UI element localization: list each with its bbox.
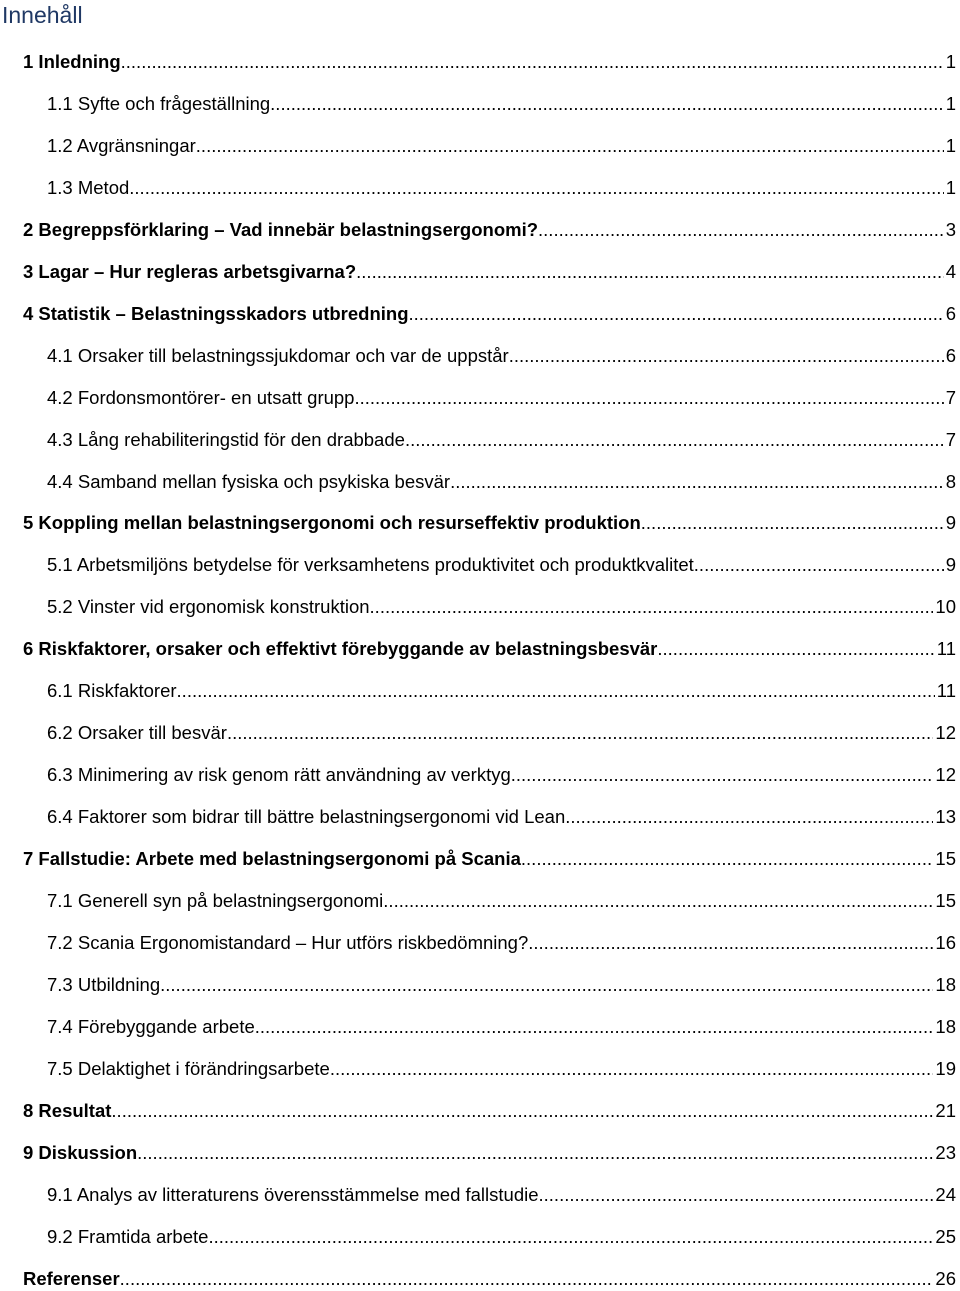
- toc-dot-leader: [121, 50, 944, 74]
- toc-entry-title: 7.1 Generell syn på belastningsergonomi: [47, 890, 384, 911]
- toc-entry-title: 2 Begreppsförklaring – Vad innebär belastningsergonomi?: [23, 219, 539, 240]
- toc-entry-title: 4.3 Lång rehabiliteringstid för den drabbade: [47, 429, 405, 450]
- toc-entry-title: 6 Riskfaktorer, orsaker och effektivt förebyggande av belastningsbesvär: [23, 638, 658, 659]
- toc-entry-title: 9.1 Analys av litteraturens överensstämmelse med fallstudie: [47, 1184, 539, 1205]
- toc-entry-title: 6.4 Faktorer som bidrar till bättre belastningsergonomi vid Lean: [47, 806, 566, 827]
- toc-page-number: 3: [945, 219, 956, 240]
- toc-entry[interactable]: [47, 721, 956, 745]
- toc-entry[interactable]: [47, 805, 956, 829]
- toc-entry-title: 5.1 Arbetsmiljöns betydelse för verksamhetens produktivitet och produktkvalitet: [47, 554, 694, 575]
- toc-page-number: 12: [935, 722, 956, 743]
- toc-entry[interactable]: [23, 1267, 956, 1291]
- toc-dot-leader: [129, 176, 943, 200]
- toc-entry[interactable]: [23, 511, 956, 535]
- toc-dot-leader: [354, 386, 943, 410]
- toc-dot-leader: [177, 679, 935, 703]
- toc-entry-title: 6.2 Orsaker till besvär: [47, 722, 227, 743]
- toc-page-number: 11: [936, 638, 956, 659]
- toc-page-number: 13: [935, 806, 956, 827]
- toc-entry-title: 1.1 Syfte och frågeställning: [47, 93, 271, 114]
- toc-entry[interactable]: [47, 470, 956, 494]
- toc-entry-title: 4.1 Orsaker till belastningssjukdomar och var de uppstår: [47, 345, 509, 366]
- toc-entry[interactable]: [23, 302, 956, 326]
- toc-page-number: 1: [945, 135, 956, 156]
- toc-page-number: 16: [935, 932, 956, 953]
- toc-page-number: 12: [935, 764, 956, 785]
- toc-dot-leader: [565, 805, 933, 829]
- toc-page-number: 9: [945, 512, 956, 533]
- toc-dot-leader: [111, 1099, 933, 1123]
- toc-page-number: 10: [935, 596, 956, 617]
- toc-entry-title: 6.1 Riskfaktorer: [47, 680, 177, 701]
- toc-dot-leader: [405, 428, 944, 452]
- toc-page-number: 6: [945, 303, 956, 324]
- toc-page-number: 7: [945, 429, 956, 450]
- toc-page-number: 25: [935, 1226, 956, 1247]
- toc-entry-title: 7.2 Scania Ergonomistandard – Hur utförs riskbedömning?: [47, 932, 529, 953]
- toc-dot-leader: [641, 511, 944, 535]
- toc-dot-leader: [450, 470, 944, 494]
- toc-page-number: 9: [945, 554, 956, 575]
- toc-entry-title: 1.2 Avgränsningar: [47, 135, 196, 156]
- toc-entry-title: 1.3 Metod: [47, 177, 130, 198]
- toc-heading: Innehåll: [2, 2, 83, 28]
- toc-dot-leader: [255, 1015, 934, 1039]
- toc-page-number: 19: [935, 1058, 956, 1079]
- toc-entry[interactable]: [47, 428, 956, 452]
- toc-page-number: 21: [935, 1100, 956, 1121]
- toc-entry[interactable]: [47, 679, 956, 703]
- toc-page-number: 11: [936, 680, 956, 701]
- toc-entry[interactable]: [47, 763, 956, 787]
- toc-dot-leader: [521, 847, 934, 871]
- toc-page-number: 4: [945, 261, 956, 282]
- toc-entry-title: 5.2 Vinster vid ergonomisk konstruktion: [47, 596, 370, 617]
- toc-dot-leader: [227, 721, 933, 745]
- toc-entry-title: 4.4 Samband mellan fysiska och psykiska besvär: [47, 471, 451, 492]
- toc-page-number: 1: [945, 93, 956, 114]
- toc-dot-leader: [208, 1225, 933, 1249]
- toc-entry[interactable]: [23, 637, 956, 661]
- toc-entry[interactable]: [23, 218, 956, 242]
- toc-dot-leader: [539, 1183, 934, 1207]
- toc-dot-leader: [356, 260, 944, 284]
- toc-entry[interactable]: [47, 344, 956, 368]
- toc-dot-leader: [383, 889, 933, 913]
- toc-entry[interactable]: [47, 889, 956, 913]
- toc-dot-leader: [370, 595, 934, 619]
- toc-dot-leader: [137, 1141, 933, 1165]
- toc-page-number: 7: [945, 387, 956, 408]
- toc-entry-title: 9.2 Framtida arbete: [47, 1226, 209, 1247]
- toc-entry[interactable]: [47, 1183, 956, 1207]
- toc-entry[interactable]: [47, 176, 956, 200]
- toc-entry-title: 4 Statistik – Belastningsskadors utbredning: [23, 303, 409, 324]
- toc-entry[interactable]: [23, 847, 956, 871]
- toc-page-number: 26: [935, 1268, 956, 1289]
- toc-dot-leader: [528, 931, 933, 955]
- toc-entry[interactable]: [47, 134, 956, 158]
- toc-dot-leader: [330, 1057, 934, 1081]
- toc-page-number: 1: [945, 177, 956, 198]
- toc-entry[interactable]: [47, 973, 956, 997]
- toc-page-number: 18: [935, 974, 956, 995]
- toc-dot-leader: [409, 302, 944, 326]
- toc-entry-title: 1 Inledning: [23, 51, 121, 72]
- toc-entry[interactable]: [23, 260, 956, 284]
- toc-entry-title: Referenser: [23, 1268, 120, 1289]
- toc-entry[interactable]: [47, 1057, 956, 1081]
- toc-page-number: 18: [935, 1016, 956, 1037]
- toc-page-number: 6: [945, 345, 956, 366]
- toc-page-number: 15: [935, 890, 956, 911]
- toc-entry[interactable]: [47, 931, 956, 955]
- toc-entry-title: 5 Koppling mellan belastningsergonomi och resurseffektiv produktion: [23, 512, 641, 533]
- toc-entry-title: 7.4 Förebyggande arbete: [47, 1016, 255, 1037]
- toc-dot-leader: [509, 344, 944, 368]
- toc-entry-title: 6.3 Minimering av risk genom rätt användning av verktyg: [47, 764, 511, 785]
- toc-entry[interactable]: [23, 1141, 956, 1165]
- toc-entry-title: 4.2 Fordonsmontörer- en utsatt grupp: [47, 387, 355, 408]
- toc-dot-leader: [538, 218, 944, 242]
- toc-dot-leader: [511, 763, 934, 787]
- toc-entry[interactable]: [47, 553, 956, 577]
- toc-page-number: 23: [935, 1142, 956, 1163]
- toc-dot-leader: [657, 637, 934, 661]
- toc-entry[interactable]: [47, 386, 956, 410]
- toc-entry-title: 3 Lagar – Hur regleras arbetsgivarna?: [23, 261, 357, 282]
- toc-entry[interactable]: [47, 92, 956, 116]
- toc-entry[interactable]: [47, 1015, 956, 1039]
- toc-dot-leader: [270, 92, 944, 116]
- toc-entry-title: 7 Fallstudie: Arbete med belastningsergonomi på Scania: [23, 848, 521, 869]
- toc-entry-title: 7.5 Delaktighet i förändringsarbete: [47, 1058, 330, 1079]
- toc-entry-title: 9 Diskussion: [23, 1142, 138, 1163]
- toc-entry-title: 7.3 Utbildning: [47, 974, 161, 995]
- toc-entry-title: 8 Resultat: [23, 1100, 112, 1121]
- toc-entry[interactable]: [47, 1225, 956, 1249]
- toc-page-number: 24: [935, 1184, 956, 1205]
- toc-dot-leader: [160, 973, 933, 997]
- toc-dot-leader: [694, 553, 944, 577]
- toc-entry[interactable]: [23, 50, 956, 74]
- toc-dot-leader: [120, 1267, 934, 1291]
- toc-page-number: 8: [945, 471, 956, 492]
- toc-page-number: 1: [945, 51, 956, 72]
- toc-entry[interactable]: [23, 1099, 956, 1123]
- toc-page-number: 15: [935, 848, 956, 869]
- toc-entry[interactable]: [47, 595, 956, 619]
- toc-dot-leader: [196, 134, 944, 158]
